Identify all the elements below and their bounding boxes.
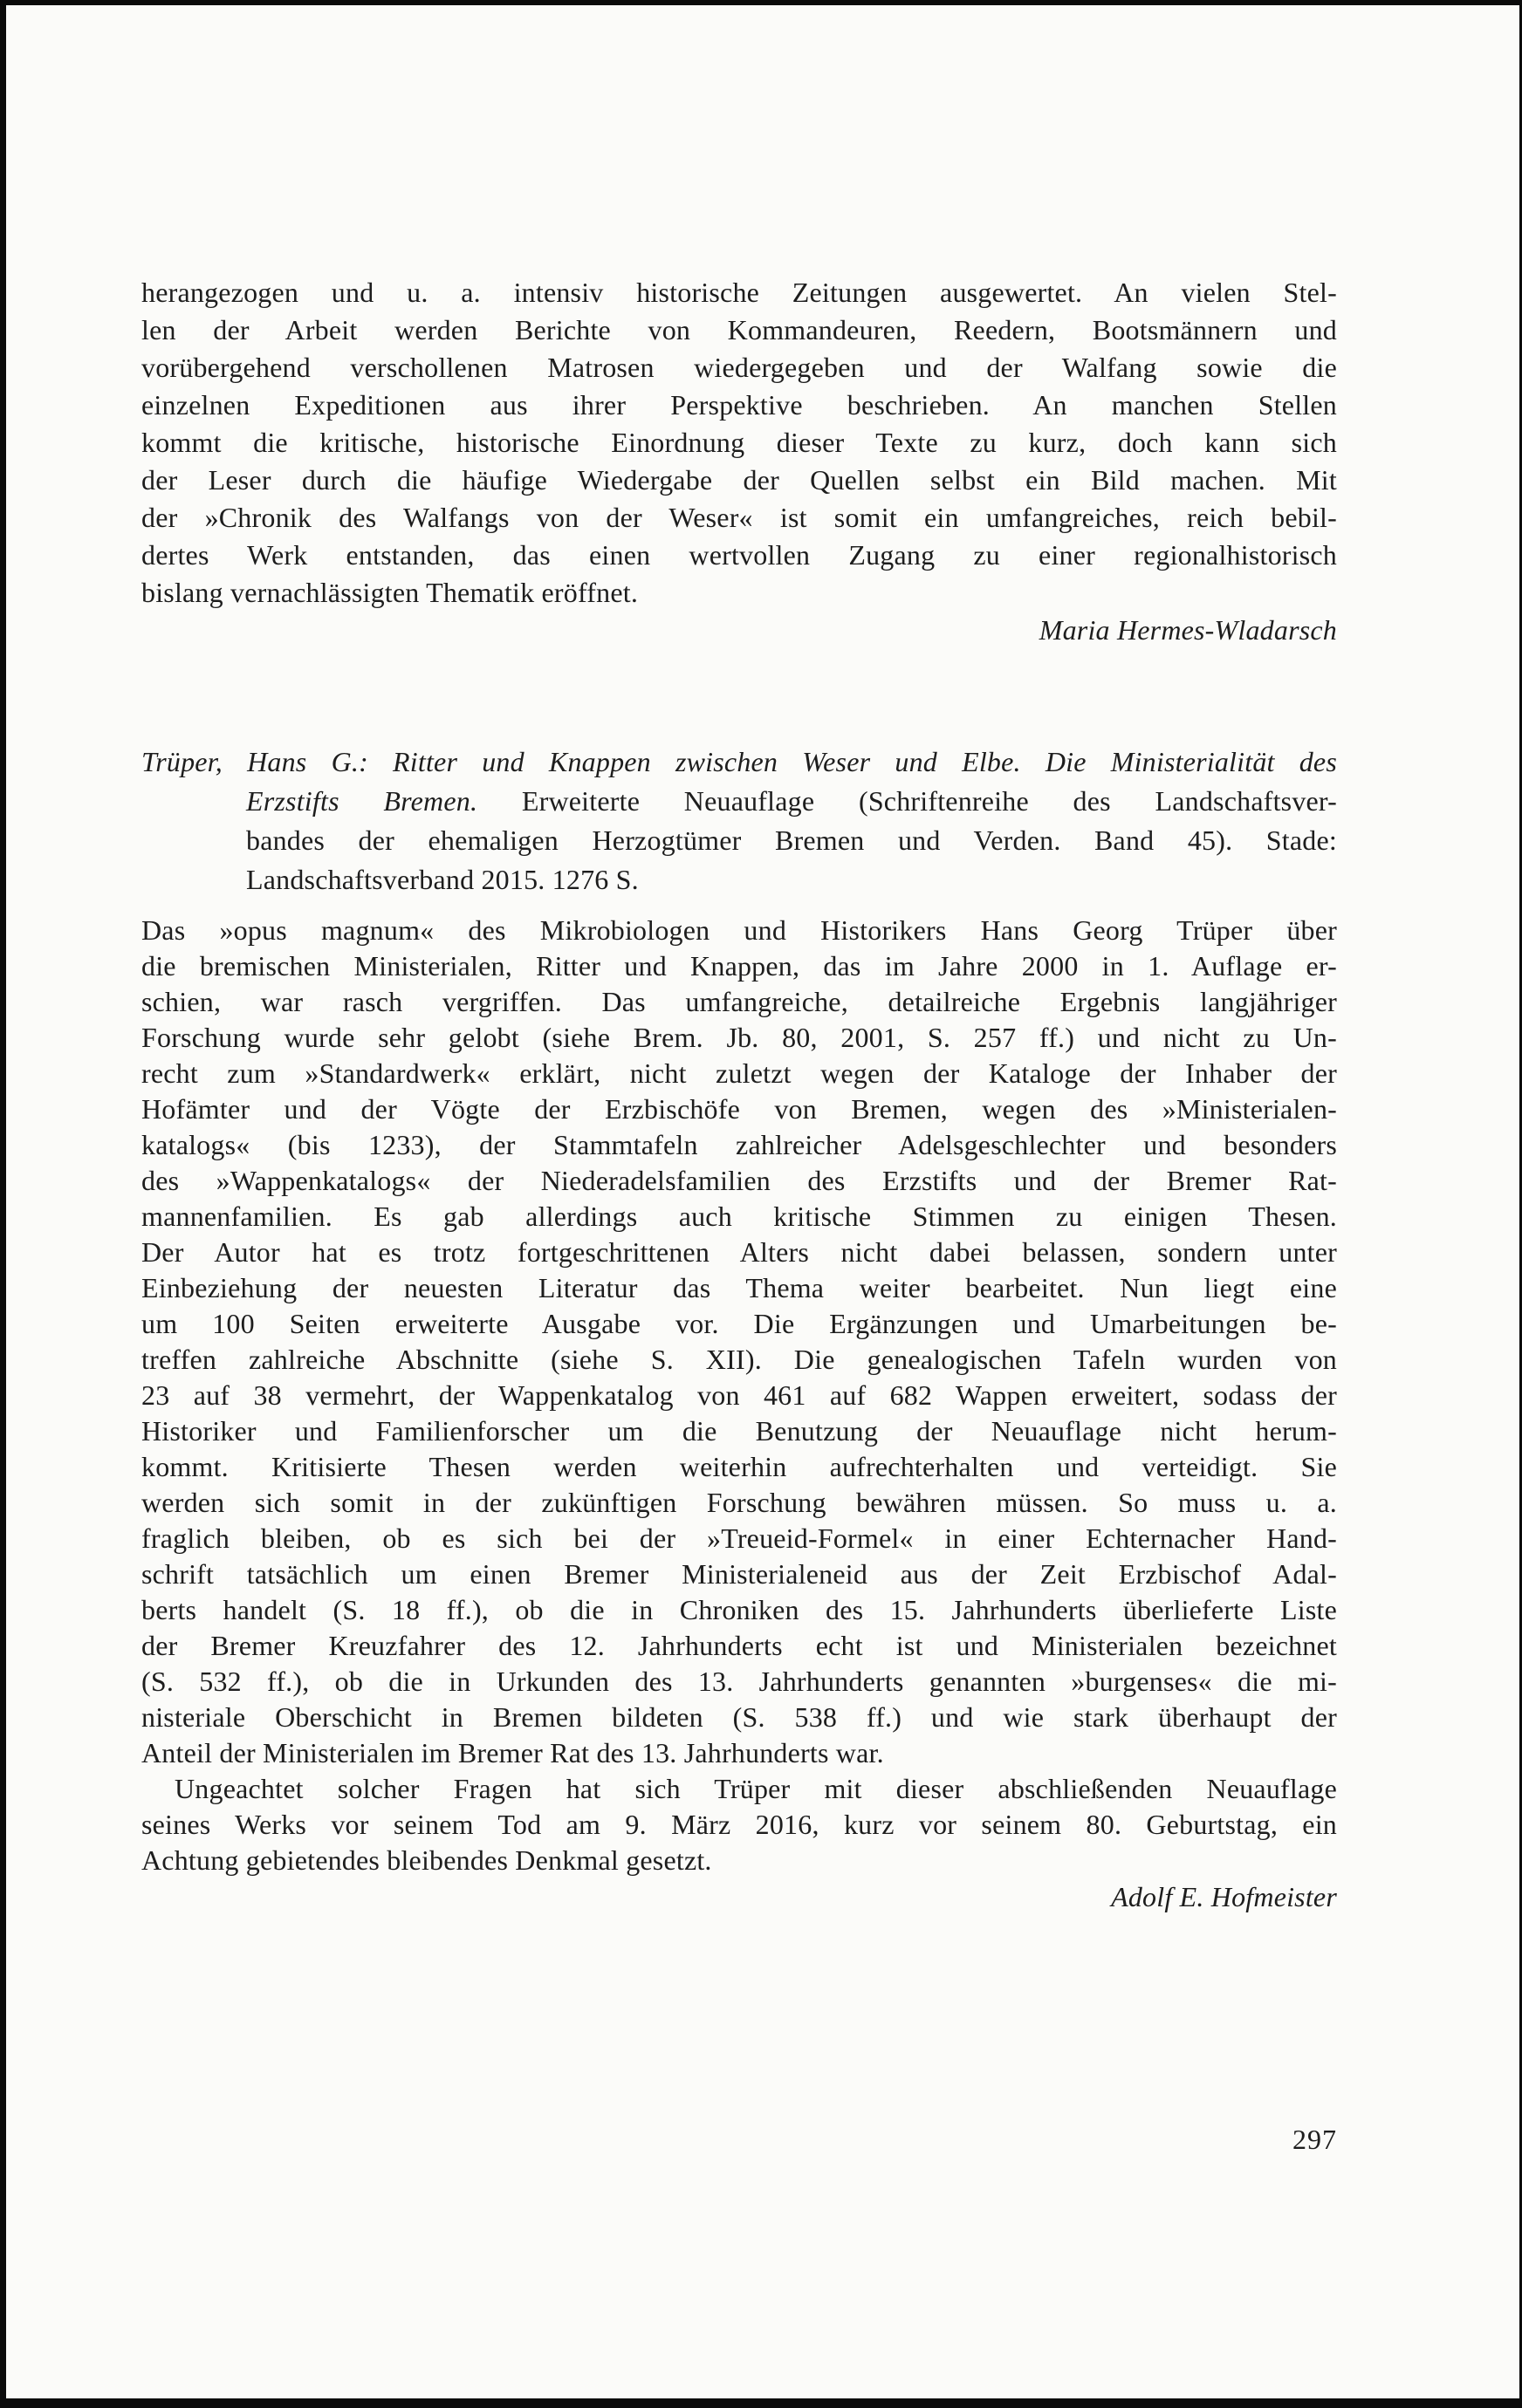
reviewer-signature-hermes-wladarsch: Maria Hermes-Wladarsch [1039,614,1337,646]
text-line: berts handelt (S. 18 ff.), ob die in Chroniken des 15. Jahrhunderts überlieferte Liste [141,1594,1337,1625]
text-line: fraglich bleiben, ob es sich bei der »Treueid-Formel« in einer Echternacher Hand- [141,1522,1337,1554]
text-line: Der Autor hat es trotz fortgeschrittenen Alters nicht dabei belassen, sondern unter [141,1236,1337,1268]
text-line: katalogs« (bis 1233), der Stammtafeln zahlreicher Adelsgeschlechter und besonders [141,1129,1337,1160]
text-line: 23 auf 38 vermehrt, der Wappenkatalog von 461 auf 682 Wappen erweitert, sodass der [141,1379,1337,1411]
text-line: um 100 Seiten erweiterte Ausgabe vor. Die Ergänzungen und Umarbeitungen be- [141,1308,1337,1339]
text-line: dertes Werk entstanden, das einen wertvollen Zugang zu einer regionalhistorisch [141,539,1337,571]
citation-author-title-italic: Trüper, Hans G.: Ritter und Knappen zwischen Weser und Elbe. Die Ministerialität des [141,746,1337,777]
text-line: (S. 532 ff.), ob die in Urkunden des 13. Jahrhunderts genannten »burgenses« die mi- [141,1666,1337,1697]
text-line: bislang vernachlässigten Thematik eröffnet. [141,577,639,608]
text-line: kommt. Kritisierte Thesen werden weiterhin aufrechterhalten und verteidigt. Sie [141,1451,1337,1482]
text-line: Anteil der Ministerialen im Bremer Rat des 13. Jahrhunderts war. [141,1737,884,1768]
text-line: Ungeachtet solcher Fragen hat sich Trüper mit dieser abschließenden Neuauflage [175,1773,1337,1804]
text-line: die bremischen Ministerialen, Ritter und Knappen, das im Jahre 2000 in 1. Auflage er- [141,950,1337,982]
citation-title-italic-continued: Erzstifts Bremen. [246,785,478,817]
text-line: der Leser durch die häufige Wiedergabe der Quellen selbst ein Bild machen. Mit [141,464,1337,496]
text-line: Achtung gebietendes bleibendes Denkmal gesetzt. [141,1844,712,1876]
reviewer-signature-hofmeister: Adolf E. Hofmeister [1111,1881,1337,1912]
text-line: Einbeziehung der neuesten Literatur das Thema weiter bearbeitet. Nun liegt eine [141,1272,1337,1303]
text-line: des »Wappenkatalogs« der Niederadelsfamilien des Erzstifts und der Bremer Rat- [141,1165,1337,1196]
citation-line: Landschaftsverband 2015. 1276 S. [246,864,639,895]
text-line: der Bremer Kreuzfahrer des 12. Jahrhunderts echt ist und Ministerialen bezeichnet [141,1630,1337,1661]
text-line: seines Werks vor seinem Tod am 9. März 2016, kurz vor seinem 80. Geburtstag, ein [141,1809,1337,1840]
main-review-paragraph-2 [141,1771,1337,1878]
text-line: recht zum »Standardwerk« erklärt, nicht zuletzt wegen der Kataloge der Inhaber der [141,1057,1337,1089]
citation-line [141,742,1337,782]
text-line: treffen zahlreiche Abschnitte (siehe S. XII). Die genealogischen Tafeln wurden von [141,1344,1337,1375]
text-line: vorübergehend verschollenen Matrosen wiedergegeben und der Walfang sowie die [141,352,1337,383]
text-line: Historiker und Familienforscher um die Benutzung der Neuauflage nicht herum- [141,1415,1337,1447]
citation-edition-roman: Erweiterte Neuauflage (Schriftenreihe des Landschaftsver- [477,785,1337,817]
main-review [141,913,1337,1916]
text-line: schien, war rasch vergriffen. Das umfangreiche, detailreiche Ergebnis langjähriger [141,986,1337,1017]
text-line: werden sich somit in der zukünftigen Forschung bewähren müssen. So muss u. a. [141,1487,1337,1518]
text-line: nisteriale Oberschicht in Bremen bildeten (S. 538 ff.) und wie stark überhaupt der [141,1701,1337,1733]
citation-line: bandes der ehemaligen Herzogtümer Bremen und Verden. Band 45). Stade: [246,824,1337,856]
text-line: Das »opus magnum« des Mikrobiologen und Historikers Hans Georg Trüper über [141,914,1337,946]
text-line: kommt die kritische, historische Einordnung dieser Texte zu kurz, doch kann sich [141,427,1337,458]
previous-review-closing-paragraph [141,274,1337,612]
main-review-paragraph-1 [141,913,1337,1771]
text-line: len der Arbeit werden Berichte von Kommandeuren, Reedern, Bootsmännern und [141,314,1337,345]
text-line: der »Chronik des Walfangs von der Weser« ist somit ein umfangreiches, reich bebil- [141,502,1337,533]
text-line: mannenfamilien. Es gab allerdings auch kritische Stimmen zu einigen Thesen. [141,1201,1337,1232]
book-citation [141,742,1337,900]
text-line: herangezogen und u. a. intensiv historische Zeitungen ausgewertet. An vielen Stel- [141,277,1337,308]
page-number: 297 [1292,2124,1337,2155]
citation-line [246,782,1337,821]
text-line: einzelnen Expeditionen aus ihrer Perspektive beschrieben. An manchen Stellen [141,389,1337,421]
text-line: schrift tatsächlich um einen Bremer Ministerialeneid aus der Zeit Erzbischof Adal- [141,1558,1337,1590]
text-line: Hofämter und der Vögte der Erzbischöfe von Bremen, wegen des »Ministerialen- [141,1093,1337,1125]
text-line: Forschung wurde sehr gelobt (siehe Brem. Jb. 80, 2001, S. 257 ff.) und nicht zu Un- [141,1022,1337,1053]
